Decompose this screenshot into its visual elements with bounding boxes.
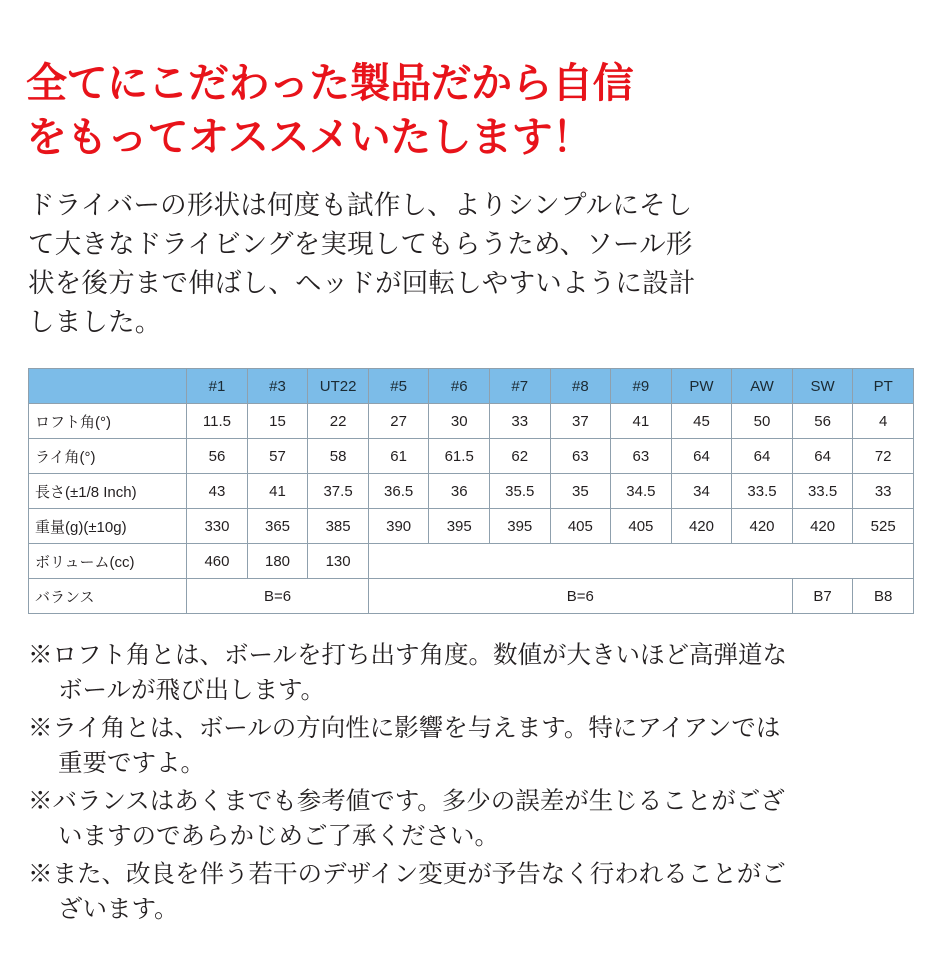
table-cell: 35.5 [489,474,550,509]
table-cell: 62 [489,439,550,474]
row-label: バランス [29,579,187,614]
table-cell: 33.5 [732,474,793,509]
table-cell: 35 [550,474,611,509]
table-cell: 56 [187,439,248,474]
table-cell: 58 [308,439,369,474]
row-label: ロフト角(°) [29,404,187,439]
table-cell: 385 [308,509,369,544]
table-cell: 525 [853,509,914,544]
note-item [28,638,913,708]
row-label: 長さ(±1/8 Inch) [29,474,187,509]
lead-line-2: て大きなドライビングを実現してもらうため、ソール形 [28,229,693,260]
table-cell: 22 [308,404,369,439]
table-cell-merged: B=6 [368,579,792,614]
table-cell: 420 [792,509,853,544]
table-cell: 45 [671,404,732,439]
column-header: #5 [368,369,429,404]
table-cell: 330 [187,509,248,544]
note-line: ※ロフト角とは、ボールを打ち出す角度。数値が大きいほど高弾道な [28,642,788,670]
note-line: いますのであらかじめご了承ください。 [58,823,499,851]
lead-line-3: 状を後方まで伸ばし、ヘッドが回転しやすいように設計 [28,268,696,299]
table-cell: 420 [732,509,793,544]
table-row [29,404,914,439]
table-cell-merged: B7 [792,579,853,614]
headline-line-1: 全てにこだわった製品だから自信 [26,60,634,106]
table-cell: 64 [792,439,853,474]
note-line: ※バランスはあくまでも参考値です。多少の誤差が生じることがござ [28,788,785,816]
column-header: #7 [489,369,550,404]
specification-table [28,368,914,614]
table-cell: 33 [489,404,550,439]
table-cell: 33 [853,474,914,509]
table-cell: 63 [611,439,672,474]
table-cell: 4 [853,404,914,439]
table-cell: 56 [792,404,853,439]
column-header: AW [732,369,793,404]
table-cell: 130 [308,544,369,579]
note-line: ざいます。 [58,896,179,924]
note-line: ※また、改良を伴う若干のデザイン変更が予告なく行われることがご [28,861,786,889]
table-cell: 50 [732,404,793,439]
column-header: UT22 [308,369,369,404]
table-cell: 15 [247,404,308,439]
table-cell: 27 [368,404,429,439]
table-cell: 41 [247,474,308,509]
table-cell: 37.5 [308,474,369,509]
table-cell: 420 [671,509,732,544]
note-line: ※ライ角とは、ボールの方向性に影響を与えます。特にアイアンでは [28,715,781,743]
table-cell: 41 [611,404,672,439]
table-cell: 395 [489,509,550,544]
table-cell: 72 [853,439,914,474]
column-header: #1 [187,369,248,404]
table-cell: 180 [247,544,308,579]
table-cell: 64 [732,439,793,474]
table-row [29,439,914,474]
column-header: #6 [429,369,490,404]
page-headline [26,56,913,164]
table-cell: 57 [247,439,308,474]
table-cell: 64 [671,439,732,474]
column-header: #3 [247,369,308,404]
note-item [28,784,913,854]
table-cell: 34 [671,474,732,509]
lead-paragraph [28,186,913,342]
table-cell: 30 [429,404,490,439]
row-label: ライ角(°) [29,439,187,474]
column-header: #9 [611,369,672,404]
row-label: 重量(g)(±10g) [29,509,187,544]
table-cell-merged: B=6 [187,579,369,614]
table-cell: 61.5 [429,439,490,474]
table-row [29,509,914,544]
table-cell: 33.5 [792,474,853,509]
lead-line-1: ドライバーの形状は何度も試作し、よりシンプルにそし [28,190,693,221]
row-label: ボリューム(cc) [29,544,187,579]
table-cell: 405 [611,509,672,544]
note-item [28,711,913,781]
notes-section [28,638,913,927]
table-cell: 365 [247,509,308,544]
note-line: 重要ですよ。 [58,750,205,778]
table-cell: 36.5 [368,474,429,509]
table-cell: 43 [187,474,248,509]
table-cell: 37 [550,404,611,439]
table-cell: 34.5 [611,474,672,509]
column-header: PT [853,369,914,404]
note-item [28,857,913,927]
table-row [29,579,914,614]
table-cell: 36 [429,474,490,509]
column-header: SW [792,369,853,404]
table-cell-merged: B8 [853,579,914,614]
table-corner-cell [29,369,187,404]
table-row [29,544,914,579]
column-header: #8 [550,369,611,404]
table-cell: 61 [368,439,429,474]
table-cell: 63 [550,439,611,474]
column-header: PW [671,369,732,404]
table-cell: 460 [187,544,248,579]
table-header-row [29,369,914,404]
table-cell-empty [368,544,913,579]
table-cell: 11.5 [187,404,248,439]
note-line: ボールが飛び出します。 [58,677,326,705]
headline-line-2: をもってオススメいたします！ [26,114,593,161]
table-cell: 390 [368,509,429,544]
table-cell: 405 [550,509,611,544]
lead-line-4: しました。 [28,307,162,338]
table-cell: 395 [429,509,490,544]
table-row [29,474,914,509]
